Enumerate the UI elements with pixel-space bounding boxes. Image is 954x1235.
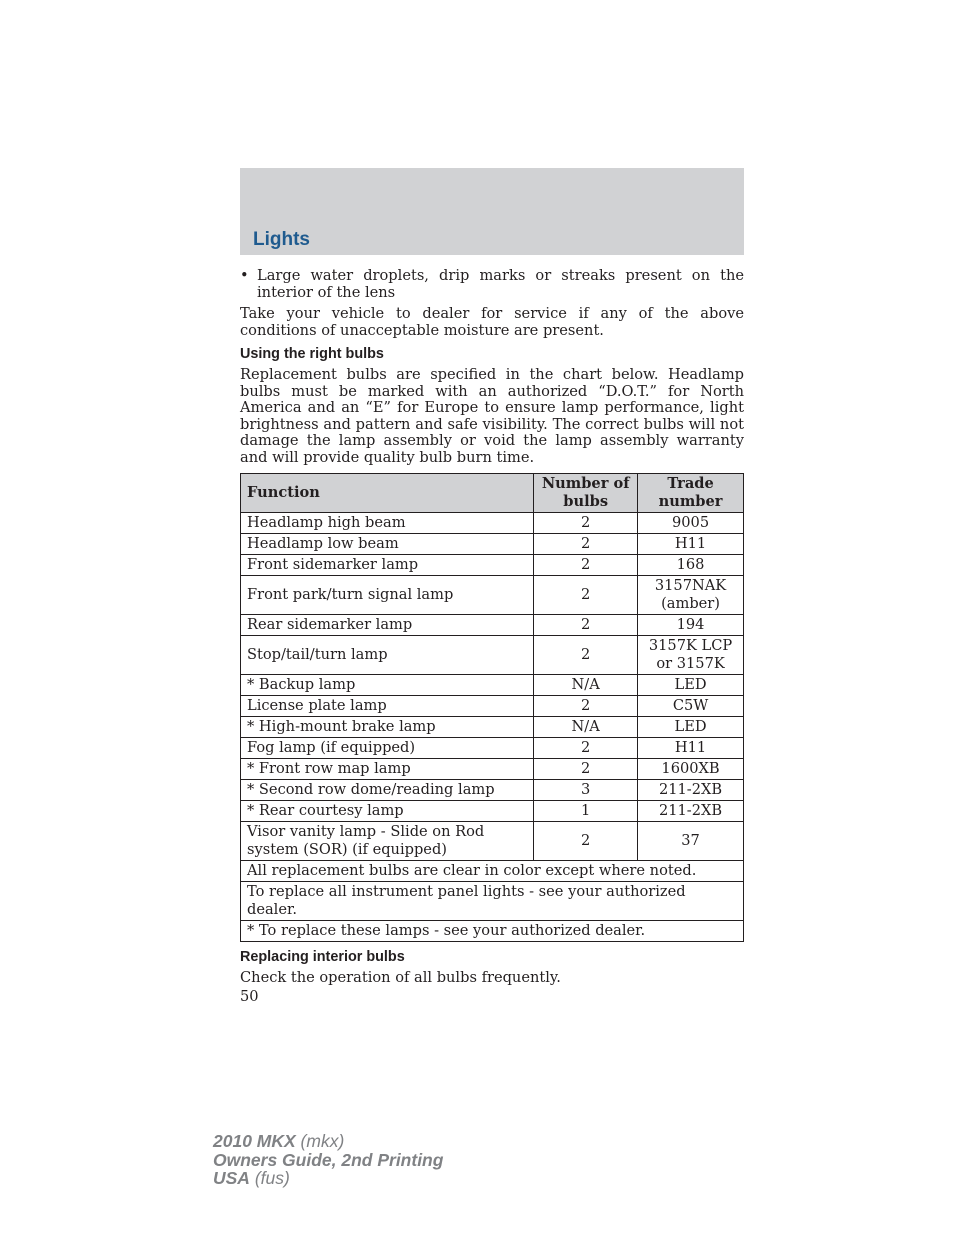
cell-number: 2 bbox=[534, 534, 638, 555]
bullet-item bbox=[240, 268, 744, 301]
cell-number: 3 bbox=[534, 780, 638, 801]
footer-model: 2010 MKX bbox=[213, 1131, 296, 1151]
cell-function: Fog lamp (if equipped) bbox=[241, 738, 534, 759]
cell-function: * High-mount brake lamp bbox=[241, 717, 534, 738]
column-header-number-of-bulbs: Number of bulbs bbox=[534, 474, 638, 513]
page-content bbox=[240, 268, 744, 1005]
page-number: 50 bbox=[240, 987, 259, 1005]
cell-function: Headlamp high beam bbox=[241, 513, 534, 534]
cell-function: Visor vanity lamp - Slide on Rod system (SOR) (if equipped) bbox=[241, 822, 534, 861]
table-header-row bbox=[241, 474, 744, 513]
table-note-row bbox=[241, 861, 744, 882]
table-row bbox=[241, 555, 744, 576]
cell-trade: C5W bbox=[638, 696, 744, 717]
table-row bbox=[241, 822, 744, 861]
table-row bbox=[241, 696, 744, 717]
section-title: Lights bbox=[253, 229, 310, 250]
cell-number: 2 bbox=[534, 822, 638, 861]
cell-trade: H11 bbox=[638, 738, 744, 759]
table-note: All replacement bulbs are clear in color except where noted. bbox=[241, 861, 744, 882]
footer-model-code: (mkx) bbox=[295, 1131, 345, 1151]
cell-number: 2 bbox=[534, 738, 638, 759]
table-note: To replace all instrument panel lights - see your authorized dealer. bbox=[241, 882, 744, 921]
cell-function: * Backup lamp bbox=[241, 675, 534, 696]
cell-number: 2 bbox=[534, 636, 638, 675]
footer-line-guide bbox=[213, 1151, 443, 1170]
cell-number: 2 bbox=[534, 576, 638, 615]
cell-function: Front park/turn signal lamp bbox=[241, 576, 534, 615]
table-row bbox=[241, 675, 744, 696]
table-row bbox=[241, 513, 744, 534]
moisture-paragraph: Take your vehicle to dealer for service if any of the above conditions of unacceptable moisture are present. bbox=[240, 305, 744, 339]
heading-using-right-bulbs: Using the right bulbs bbox=[240, 346, 384, 362]
cell-number: 2 bbox=[534, 513, 638, 534]
cell-number: 2 bbox=[534, 555, 638, 576]
heading-replacing-interior-bulbs: Replacing interior bulbs bbox=[240, 949, 405, 965]
cell-trade: 3157K LCP or 3157K bbox=[638, 636, 744, 675]
footer-market-code: (fus) bbox=[249, 1168, 290, 1188]
table-note-row bbox=[241, 882, 744, 921]
cell-trade: H11 bbox=[638, 534, 744, 555]
cell-function: Stop/tail/turn lamp bbox=[241, 636, 534, 675]
table-note-row bbox=[241, 921, 744, 942]
footer-line-market bbox=[213, 1169, 443, 1188]
table-row bbox=[241, 801, 744, 822]
table-row bbox=[241, 780, 744, 801]
cell-trade: 211-2XB bbox=[638, 801, 744, 822]
cell-function: * Rear courtesy lamp bbox=[241, 801, 534, 822]
table-row bbox=[241, 576, 744, 615]
table-row bbox=[241, 759, 744, 780]
bullet-text: Large water droplets, drip marks or streaks present on the interior of the lens bbox=[257, 267, 744, 301]
cell-function: Rear sidemarker lamp bbox=[241, 615, 534, 636]
cell-trade: 194 bbox=[638, 615, 744, 636]
table-row bbox=[241, 717, 744, 738]
table-note: * To replace these lamps - see your authorized dealer. bbox=[241, 921, 744, 942]
cell-number: 2 bbox=[534, 696, 638, 717]
cell-number: 2 bbox=[534, 615, 638, 636]
cell-trade: 9005 bbox=[638, 513, 744, 534]
cell-function: * Second row dome/reading lamp bbox=[241, 780, 534, 801]
bullet-icon: • bbox=[240, 267, 249, 284]
section-header-band bbox=[240, 168, 744, 255]
table-row bbox=[241, 738, 744, 759]
footer-guide: Owners Guide, 2nd Printing bbox=[213, 1149, 444, 1170]
cell-number: N/A bbox=[534, 717, 638, 738]
cell-number: N/A bbox=[534, 675, 638, 696]
cell-number: 1 bbox=[534, 801, 638, 822]
column-header-function: Function bbox=[241, 474, 534, 513]
footer-market: USA bbox=[213, 1168, 250, 1188]
cell-trade: LED bbox=[638, 675, 744, 696]
cell-trade: 211-2XB bbox=[638, 780, 744, 801]
column-header-trade-number: Trade number bbox=[638, 474, 744, 513]
cell-number: 2 bbox=[534, 759, 638, 780]
cell-function: License plate lamp bbox=[241, 696, 534, 717]
document-footer bbox=[213, 1132, 443, 1188]
table-row bbox=[241, 534, 744, 555]
bulb-specification-table bbox=[240, 473, 744, 942]
cell-trade: 1600XB bbox=[638, 759, 744, 780]
footer-line-model bbox=[213, 1132, 443, 1151]
cell-trade: 37 bbox=[638, 822, 744, 861]
cell-trade: 3157NAK (amber) bbox=[638, 576, 744, 615]
cell-function: Headlamp low beam bbox=[241, 534, 534, 555]
table-row bbox=[241, 636, 744, 675]
cell-trade: 168 bbox=[638, 555, 744, 576]
replacement-bulbs-paragraph: Replacement bulbs are specified in the chart below. Headlamp bulbs must be marked with an authorized “D.O.T.” for North America and an “E” for Europe to ensure lamp performance, light brightness and pattern and safe visibility. The correct bulbs will not damage the lamp assembly or void the lamp assembly warranty and will provide quality bulb burn time. bbox=[240, 366, 744, 466]
table-row bbox=[241, 615, 744, 636]
cell-function: Front sidemarker lamp bbox=[241, 555, 534, 576]
cell-function: * Front row map lamp bbox=[241, 759, 534, 780]
cell-trade: LED bbox=[638, 717, 744, 738]
check-operation-paragraph: Check the operation of all bulbs frequently. bbox=[240, 969, 561, 986]
